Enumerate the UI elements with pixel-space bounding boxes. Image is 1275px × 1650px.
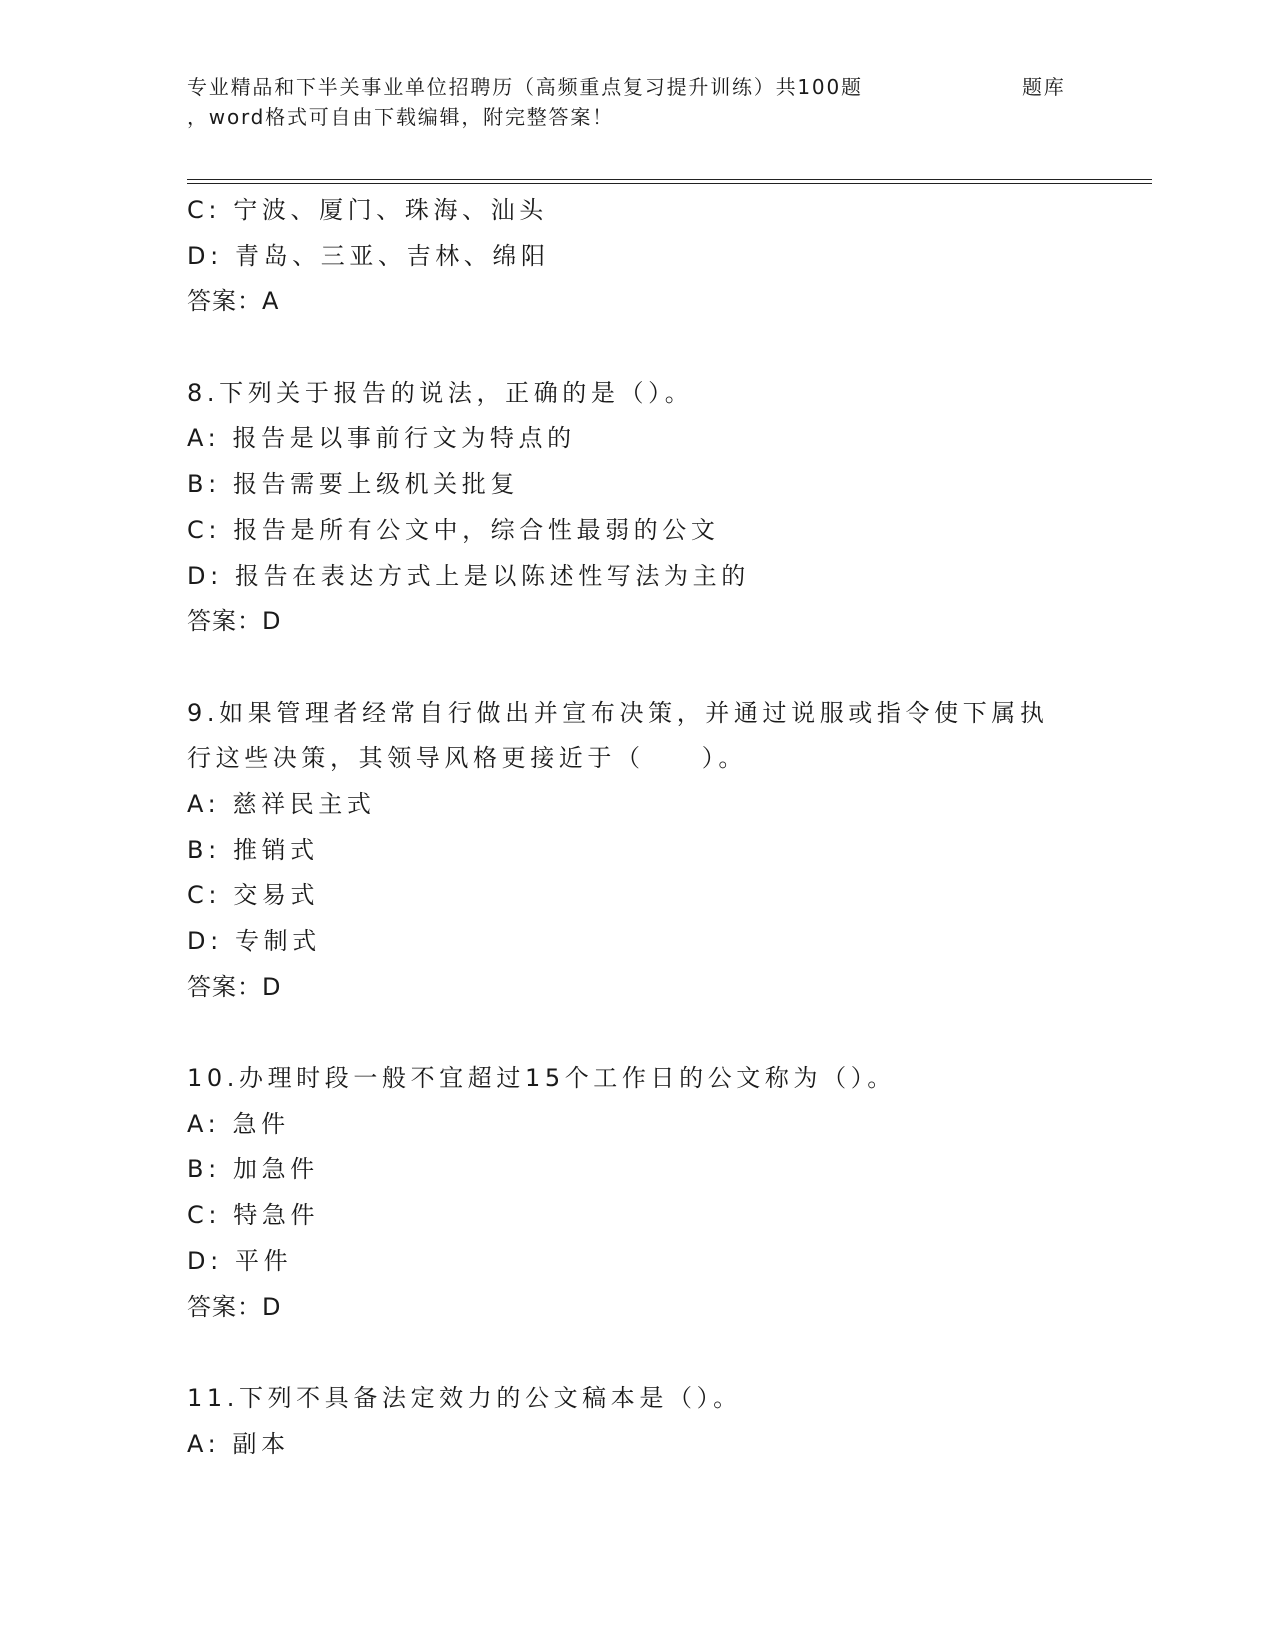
option-d: D: 平件 [187, 1246, 293, 1275]
question-8 [187, 371, 1067, 645]
option-a: A: 报告是以事前行文为特点的 [187, 424, 576, 453]
document-title: 专业精品和下半关事业单位招聘历（高频重点复习提升训练）共100题 [187, 75, 863, 99]
option-c: C: 交易式 [187, 881, 320, 910]
option-b: B: 加急件 [187, 1155, 319, 1184]
question-stem-line-2: 行这些决策，其领导风格更接近于（ ）。 [187, 744, 747, 773]
answer: 答案：D [187, 607, 282, 636]
page-header [187, 72, 1142, 132]
option-a: A: 慈祥民主式 [187, 789, 376, 818]
header-divider-top [187, 179, 1152, 180]
option-b: B: 报告需要上级机关批复 [187, 470, 519, 499]
question-9 [187, 691, 1067, 1011]
option-c: C: 特急件 [187, 1201, 320, 1230]
option-d: D: 报告在表达方式上是以陈述性写法为主的 [187, 561, 750, 590]
answer: 答案：D [187, 1292, 282, 1321]
spacer [187, 645, 1067, 691]
option-d: D: 青岛、三亚、吉林、绵阳 [187, 241, 550, 270]
option-c: C: 宁波、厦门、珠海、汕头 [187, 196, 548, 224]
document-subtitle: ，word格式可自由下载编辑，附完整答案！ [187, 105, 614, 129]
spacer [187, 1330, 1067, 1376]
question-10 [187, 1056, 1067, 1330]
option-c: C: 报告是所有公文中，综合性最弱的公文 [187, 515, 720, 544]
question-stem: 10.办理时段一般不宜超过15个工作日的公文称为（）。 [187, 1064, 896, 1093]
spacer [187, 1010, 1067, 1056]
question-stem-line-1: 9.如果管理者经常自行做出并宣布决策，并通过说服或指令使下属执 [187, 698, 1049, 727]
question-11 [187, 1376, 1067, 1467]
header-divider-bottom [187, 183, 1152, 184]
option-a: A: 急件 [187, 1109, 290, 1138]
question-stem: 8.下列关于报告的说法，正确的是（）。 [187, 378, 694, 407]
question-7-tail [187, 188, 1067, 325]
header-line-1 [187, 72, 1142, 102]
option-b: B: 推销式 [187, 835, 319, 864]
option-a: A: 副本 [187, 1429, 290, 1458]
header-tag: 题库 [1022, 75, 1066, 99]
answer: 答案：A [187, 287, 280, 316]
question-stem: 11.下列不具备法定效力的公文稿本是（）。 [187, 1383, 742, 1412]
question-list [187, 188, 1067, 1467]
answer: 答案：D [187, 972, 282, 1001]
option-d: D: 专制式 [187, 927, 321, 955]
spacer [187, 325, 1067, 371]
